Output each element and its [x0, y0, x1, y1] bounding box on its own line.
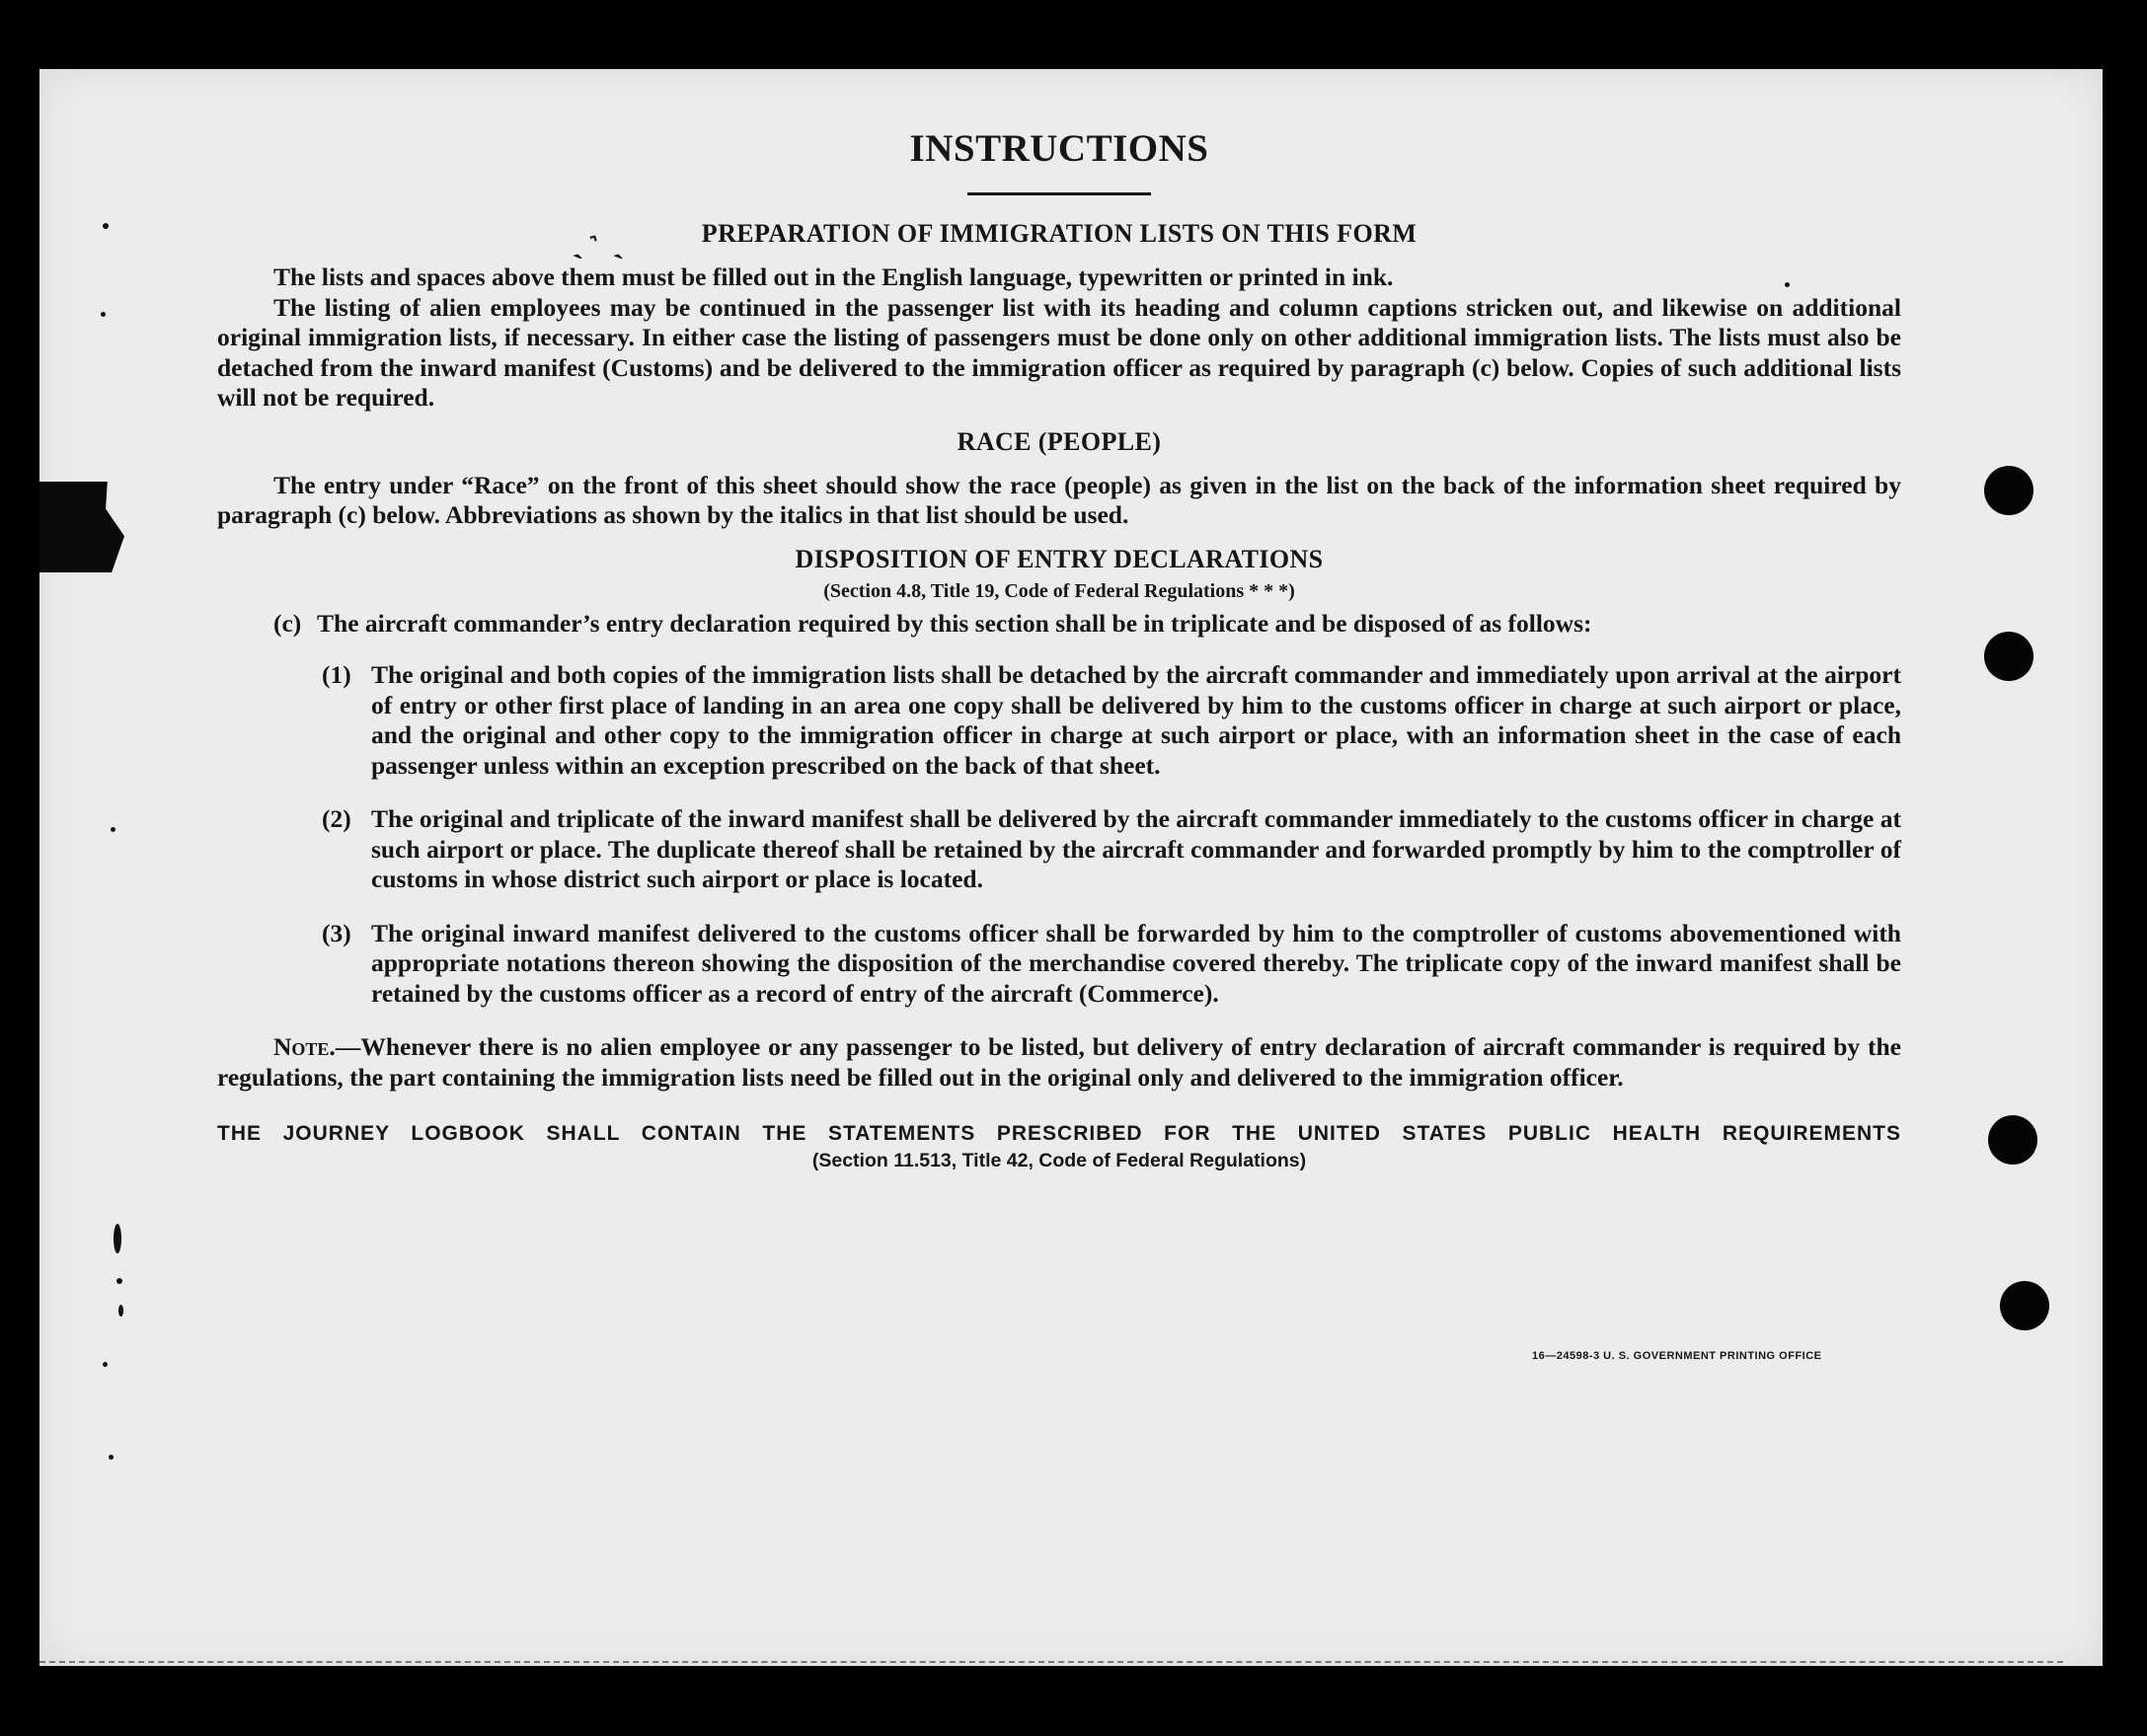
ink-speck: [118, 1305, 123, 1317]
item-text: The original and triplicate of the inward manifest shall be delivered by the aircraft commander immediately to the customs officer in charge at such airport or place. The duplicate thereof shall be retained by the aircraft commander and forwarded promptly by him to the comptroller of customs in whose district such airport or place is located.: [371, 804, 1901, 893]
preparation-paragraph-1: The lists and spaces above them must be filled out in the English language, typewritten or printed in ink.: [273, 263, 1394, 291]
item-text: The original inward manifest delivered to the customs officer shall be forwarded by him to the comptroller of customs abovementioned with appropriate notations thereon showing the disposition of the merchandise covered thereby. The triplicate copy of the inward manifest shall be retained by the customs officer as a record of entry of the aircraft (Commerce).: [371, 918, 1901, 1008]
ink-tick-marks: ˴ ˺ ˎ: [566, 223, 625, 271]
punch-hole: [2000, 1281, 2049, 1330]
disposition-intro: [273, 609, 1901, 640]
page-title: INSTRUCTIONS: [909, 127, 1209, 170]
ink-speck: [101, 312, 106, 317]
item-number: (1): [322, 660, 351, 689]
item-number: (3): [322, 918, 351, 947]
intro-text: The aircraft commander’s entry declaration required by this section shall be in triplicate and be disposed of as follows:: [317, 608, 1592, 638]
printer-mark: 16—24598-3 U. S. GOVERNMENT PRINTING OFFICE: [1532, 1350, 1822, 1362]
item-number: (2): [322, 804, 351, 833]
punch-hole: [1984, 466, 2033, 515]
ink-speck: [109, 1455, 114, 1460]
punch-hole: [1988, 1115, 2037, 1165]
preparation-paragraph-2: The listing of alien employees may be continued in the passenger list with its heading and column captions stricken out, and likewise on additional original immigration lists, if necessary. In either case the listing of passengers must be done only on other additional immigration lists. The lists must also be detached from the inward manifest (Customs) and be delivered to the immigration officer as required by paragraph (c) below. Copies of such additional lists will not be required.: [217, 292, 1901, 412]
logbook-requirement: THE JOURNEY LOGBOOK SHALL CONTAIN THE STATEMENTS PRESCRIBED FOR THE UNITED STATES PUBLIC HEALTH REQUIREMENTS: [217, 1122, 1901, 1145]
preparation-heading: PREPARATION OF IMMIGRATION LISTS ON THIS FORM: [701, 219, 1418, 248]
race-heading: RACE (PEOPLE): [957, 426, 1162, 456]
punch-hole: [1984, 632, 2033, 681]
race-paragraph: The entry under “Race” on the front of this sheet should show the race (people) as given in the list on the back of the information sheet required by paragraph (c) below. Abbreviations as shown by the italics in that list should be used.: [217, 470, 1901, 529]
note-text: —Whenever there is no alien employee or any passenger to be listed, but delivery of entry declaration of aircraft commander is required by the regulations, the part containing the immigration lists need be filled out in the original only and delivered to the immigration officer.: [217, 1032, 1901, 1092]
instructions-page: [217, 126, 1901, 1172]
item-text: The original and both copies of the immigration lists shall be detached by the aircraft commander and immediately upon arrival at the airport of entry or other first place of landing in an area one copy shall be delivered by him to the customs officer in charge at such airport or place, and the original and other copy to the immigration officer in charge at such airport or place, with an information sheet in the case of each passenger unless within an exception prescribed on the back of that sheet.: [371, 660, 1901, 780]
list-item: [322, 804, 1901, 895]
ink-speck: [111, 827, 115, 832]
disposition-subheading: (Section 4.8, Title 19, Code of Federal Regulations * * *): [823, 579, 1295, 602]
title-underline: [967, 192, 1151, 195]
list-item: [322, 660, 1901, 781]
note-label: Note.: [273, 1032, 336, 1061]
disposition-heading: DISPOSITION OF ENTRY DECLARATIONS: [795, 544, 1324, 573]
intro-label: (c): [273, 608, 302, 638]
ink-speck: [103, 223, 109, 229]
ink-speck: [103, 1362, 108, 1367]
logbook-citation: (Section 11.513, Title 42, Code of Federal Regulations): [811, 1150, 1307, 1171]
sheet-bottom-edge: [39, 1661, 2063, 1669]
ink-speck: [114, 1224, 121, 1253]
ink-speck: [116, 1278, 122, 1284]
note-paragraph: [217, 1032, 1901, 1093]
list-item: [322, 919, 1901, 1010]
